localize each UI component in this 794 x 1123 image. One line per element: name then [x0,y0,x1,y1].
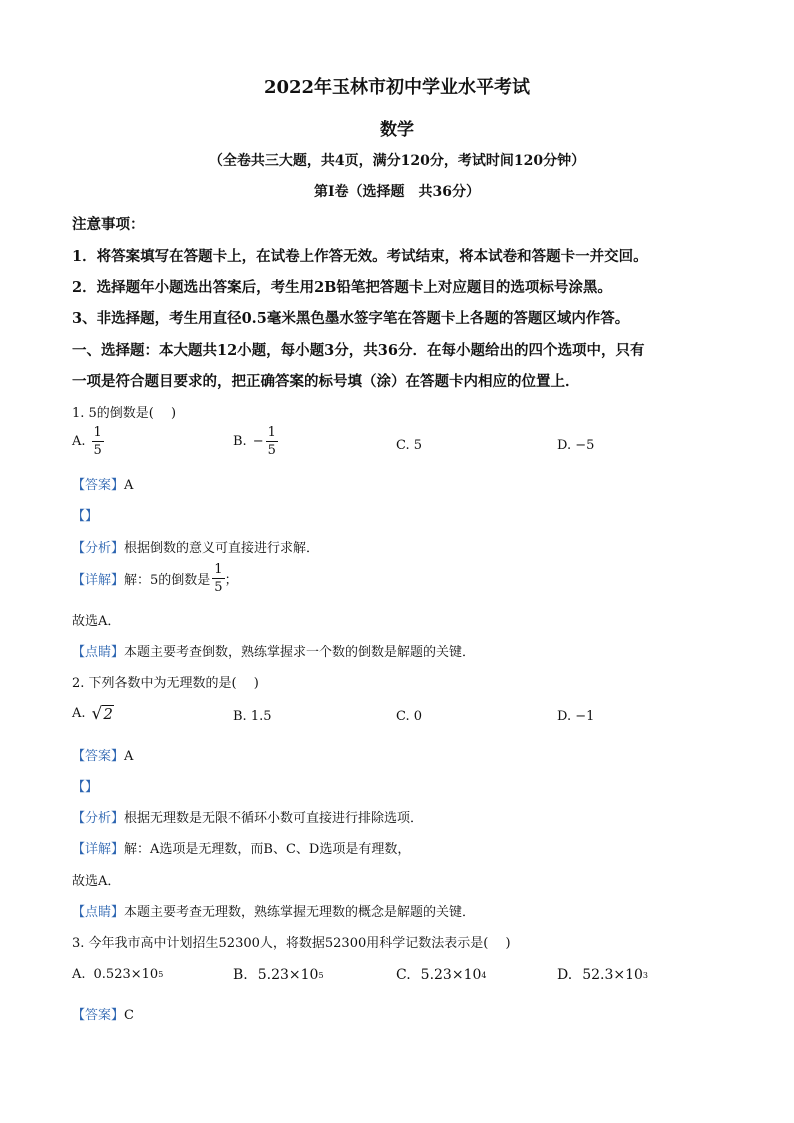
option-label: A. [72,706,86,722]
question-3-stem: 3. 今年我市高中计划招生52300人，将数据52300用科学记数法表示是( ) [72,936,511,951]
part-title: 第I卷（选择题 共36分） [313,184,481,200]
q3-answer [72,1004,134,1023]
point-text: 本题主要考查倒数，熟练掌握求一个数的倒数是解题的关键． [124,645,476,660]
sci-base: 5.23×10 [420,967,482,983]
option-label: B. [233,434,247,449]
q1-conclusion: 故选A． [72,614,121,629]
answer-tag: 【答案】 [72,1008,125,1023]
section-instructions-line-1: 一、选择题：本大题共12小题，每小题3分，共36分．在每小题给出的四个选项中，只有 [72,342,645,359]
fraction-numerator: 1 [214,562,223,577]
q1-option-a [72,426,104,457]
option-label: A. [72,967,86,982]
fraction-numerator: 1 [93,425,102,440]
q1-point [72,641,475,660]
option-label: D. [557,967,573,983]
q1-answer [72,474,133,493]
option-label: B. [233,967,248,983]
fraction-numerator: 1 [267,425,276,440]
q2-detail [72,838,410,857]
minus-sign: − [252,434,264,449]
fraction [266,426,278,457]
subject-title: 数学 [380,120,414,140]
q2-option-b: B. 1.5 [233,709,272,724]
fraction-denominator: 5 [93,443,102,458]
sci-base: 52.3×10 [582,967,643,983]
analysis-text: 根据倒数的意义可直接进行求解． [124,541,320,556]
sci-base: 0.523×10 [93,967,159,982]
q3-option-b [233,967,324,983]
q2-option-d: D. −1 [557,709,595,724]
q2-answer [72,745,133,764]
sci-exponent: 5 [318,970,324,980]
analysis-tag: 【分析】 [72,541,125,556]
point-tag: 【点睛】 [72,905,125,920]
q3-option-a [72,967,163,982]
q3-option-d [557,967,648,983]
question-1-stem: 1. 5的倒数是( ) [72,406,177,421]
option-label: C. [396,967,411,983]
radical-sign-icon: √ [91,703,103,724]
answer-value: C [124,1008,134,1023]
sci-exponent: 4 [481,970,487,980]
notice-heading: 注意事项： [72,216,145,233]
exam-scope-note: （全卷共三大题，共4页，满分120分，考试时间120分钟） [208,153,586,169]
sci-base: 5.23×10 [257,967,319,983]
detail-text-end: ； [224,573,238,588]
q2-option-c: C. 0 [396,709,423,724]
fraction [92,426,104,457]
fraction-denominator: 5 [214,580,223,595]
fraction-denominator: 5 [267,443,276,458]
fraction [212,563,224,594]
detail-text: 解：5的倒数是 [124,573,211,588]
exam-title: 2022年玉林市初中学业水平考试 [263,77,531,98]
radicand: 2 [103,705,113,723]
q1-detail [72,563,238,594]
section-instructions-line-2: 一项是符合题目要求的，把正确答案的标号填（涂）在答题卡内相应的位置上． [72,373,580,390]
q2-blank-tag: 【】 [72,780,99,795]
q2-conclusion: 故选A． [72,874,121,889]
question-2-stem: 2. 下列各数中为无理数的是( ) [72,676,259,691]
detail-text: 解：A选项是无理数，而B、C、D选项是有理数， [124,842,411,857]
sci-exponent: 5 [158,970,164,979]
answer-value: A [124,749,134,764]
answer-tag: 【答案】 [72,749,125,764]
square-root [92,705,114,723]
analysis-tag: 【分析】 [72,811,125,826]
detail-tag: 【详解】 [72,573,125,588]
detail-tag: 【详解】 [72,842,125,857]
answer-value: A [124,478,134,493]
analysis-text: 根据无理数是无限不循环小数可直接进行排除选项． [124,811,424,826]
notice-item: 3、非选择题，考生用直径0.5毫米黑色墨水签字笔在答题卡上各题的答题区域内作答。 [72,310,630,327]
q1-option-c: C. 5 [396,438,423,453]
q2-option-a [72,705,114,723]
sci-exponent: 3 [642,970,648,980]
q2-analysis [72,807,423,826]
q1-blank-tag: 【】 [72,509,99,524]
point-tag: 【点睛】 [72,645,125,660]
notice-item: 1．将答案填写在答题卡上，在试卷上作答无效。考试结束，将本试卷和答题卡一并交回。 [72,248,648,265]
option-label: A. [72,434,86,449]
q1-option-b [233,426,278,457]
q2-point [72,901,475,920]
q1-option-d: D. −5 [557,438,595,453]
notice-item: 2．选择题年小题选出答案后，考生用2B铅笔把答题卡上对应题目的选项标号涂黑。 [72,279,612,296]
answer-tag: 【答案】 [72,478,125,493]
q3-option-c [396,967,486,983]
point-text: 本题主要考查无理数，熟练掌握无理数的概念是解题的关键． [124,905,476,920]
q1-analysis [72,537,319,556]
